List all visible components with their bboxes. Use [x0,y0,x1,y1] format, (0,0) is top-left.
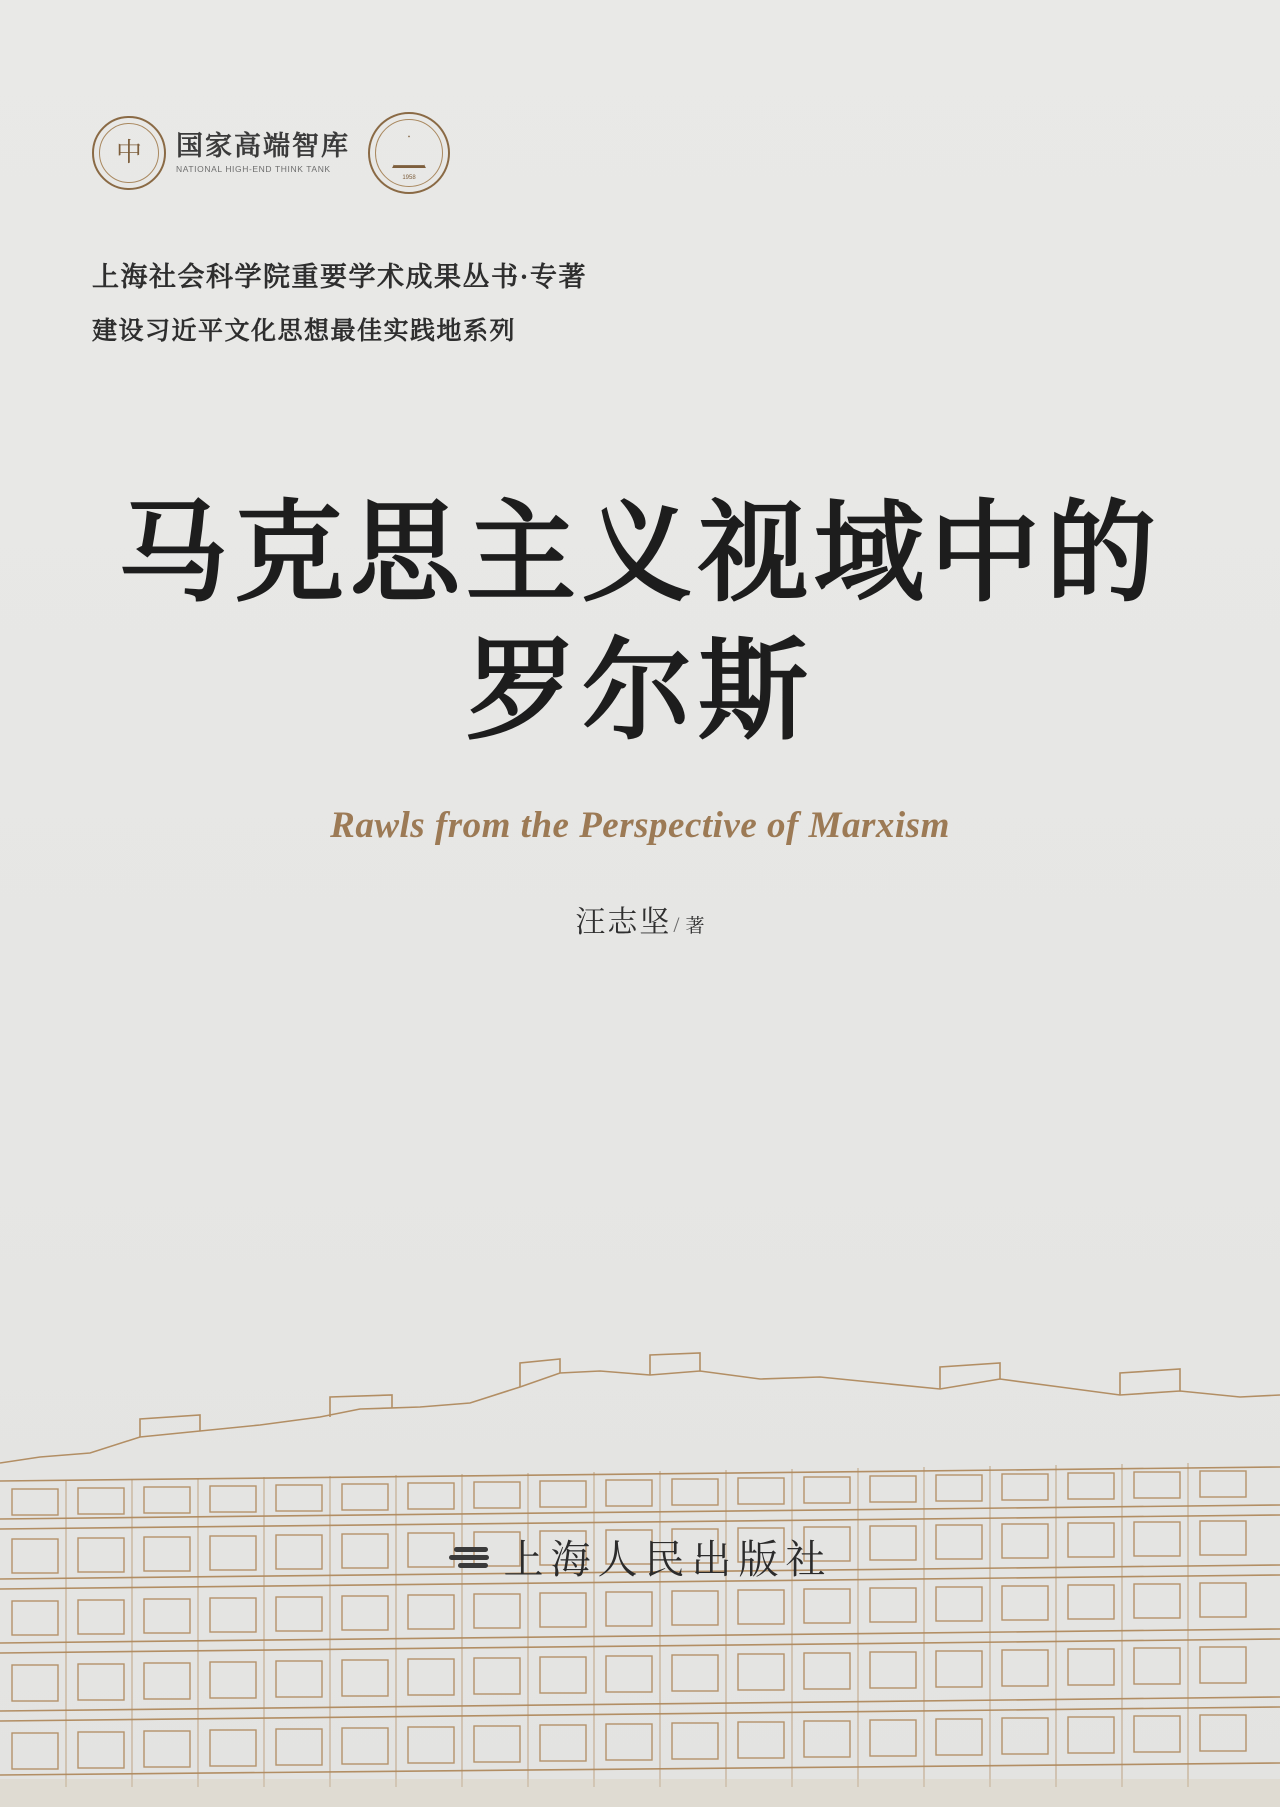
publisher-logo-icon [448,1544,490,1570]
author-name: 汪志坚 [575,905,672,939]
national-think-tank-emblem [92,116,350,190]
author-role: 著 [685,915,705,937]
academy-triangle-icon [392,135,426,168]
think-tank-name-cn: 国家高端智库 [176,130,350,161]
academy-year: 1958 [402,175,416,181]
emblem-row [92,112,450,194]
series-line-2: 建设习近平文化思想最佳实践地系列 [92,318,517,345]
think-tank-seal-icon [92,116,166,190]
publisher-name: 上海人民出版社 [503,1537,833,1582]
academy-seal-icon [368,112,450,194]
academy-emblem [368,112,450,194]
title-block [0,490,1280,941]
author-line [0,897,1280,941]
title-en: Rawls from the Perspective of Marxism [330,804,950,846]
author-separator: / [673,911,680,937]
title-cn-line-1: 马克思主义视域中的 [118,493,1162,615]
think-tank-name-en: NATIONAL HIGH-END THINK TANK [176,163,331,174]
seal-glyph: 中 [115,138,143,168]
title-cn-line-2: 罗尔斯 [466,630,814,753]
think-tank-text [176,132,350,174]
series-block [92,255,587,347]
series-line-1: 上海社会科学院重要学术成果丛书·专著 [92,262,588,292]
publisher-block [0,1528,1280,1585]
